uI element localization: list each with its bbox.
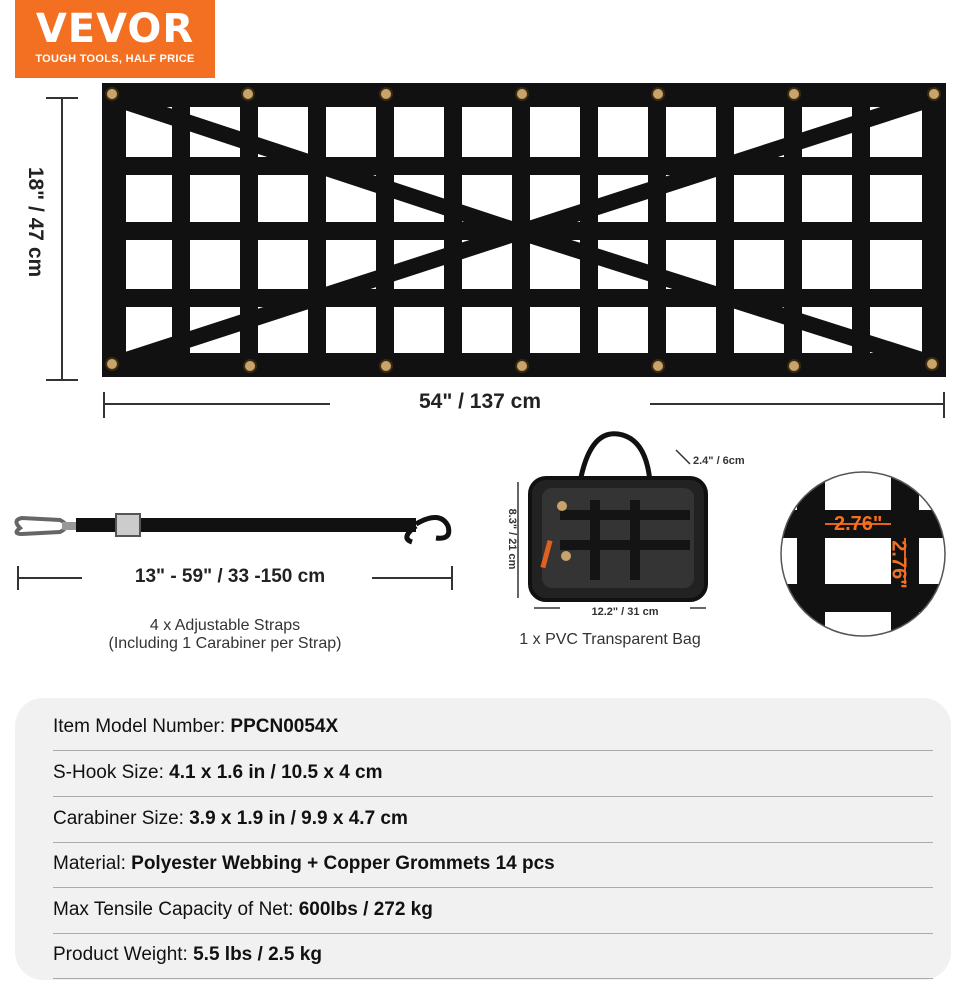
mesh-closeup-image (775, 468, 955, 648)
bag-caption: 1 x PVC Transparent Bag (519, 631, 701, 648)
height-dimension-line (46, 98, 78, 380)
spec-label: S-Hook Size: (53, 762, 164, 783)
net-body (102, 83, 946, 377)
spec-row-material (53, 841, 933, 888)
spec-label: Carabiner Size: (53, 808, 184, 829)
spec-label: Product Weight: (53, 944, 188, 965)
spec-row-weight (53, 932, 933, 979)
straps-caption-line1: 4 x Adjustable Straps (149, 617, 301, 634)
carabiner-icon (16, 518, 66, 534)
net-width-label: 54" / 137 cm (330, 390, 630, 414)
spec-row-capacity (53, 887, 933, 934)
spec-value: PPCN0054X (230, 716, 339, 737)
brand-name: VEVOR (35, 6, 195, 52)
bag-depth-label: 2.4" / 6cm (693, 455, 745, 467)
spec-value: 3.9 x 1.9 in / 9.9 x 4.7 cm (189, 808, 408, 829)
spec-value: 600lbs / 272 kg (298, 899, 433, 920)
spec-value: 5.5 lbs / 2.5 kg (193, 944, 322, 965)
spec-label: Max Tensile Capacity of Net: (53, 899, 294, 920)
bag-height-label: 8.3" / 21 cm (506, 508, 518, 570)
straps-caption-line2: (Including 1 Carabiner per Strap) (108, 635, 342, 652)
spec-row-model (53, 704, 933, 751)
straps-caption (60, 617, 390, 653)
mesh-width-label: 2.76" (834, 513, 883, 535)
brand-tagline: TOUGH TOOLS, HALF PRICE (35, 53, 195, 65)
strap-length-label: 13" - 59" / 33 -150 cm (134, 566, 326, 587)
spec-label: Item Model Number: (53, 716, 226, 737)
cam-buckle-icon (116, 514, 140, 536)
mesh-height-label: 2.76" (887, 540, 910, 589)
spec-value: Polyester Webbing + Copper Grommets 14 pcs (131, 853, 555, 874)
net-height-label: 18" / 47 cm (24, 166, 47, 278)
cargo-net-image (0, 0, 960, 430)
spec-row-carabiner (53, 796, 933, 843)
spec-label: Material: (53, 853, 126, 874)
spec-value: 4.1 x 1.6 in / 10.5 x 4 cm (169, 762, 383, 783)
spec-table (15, 698, 951, 980)
bag-width-label: 12.2" / 31 cm (560, 606, 690, 618)
spec-row-s-hook (53, 750, 933, 797)
